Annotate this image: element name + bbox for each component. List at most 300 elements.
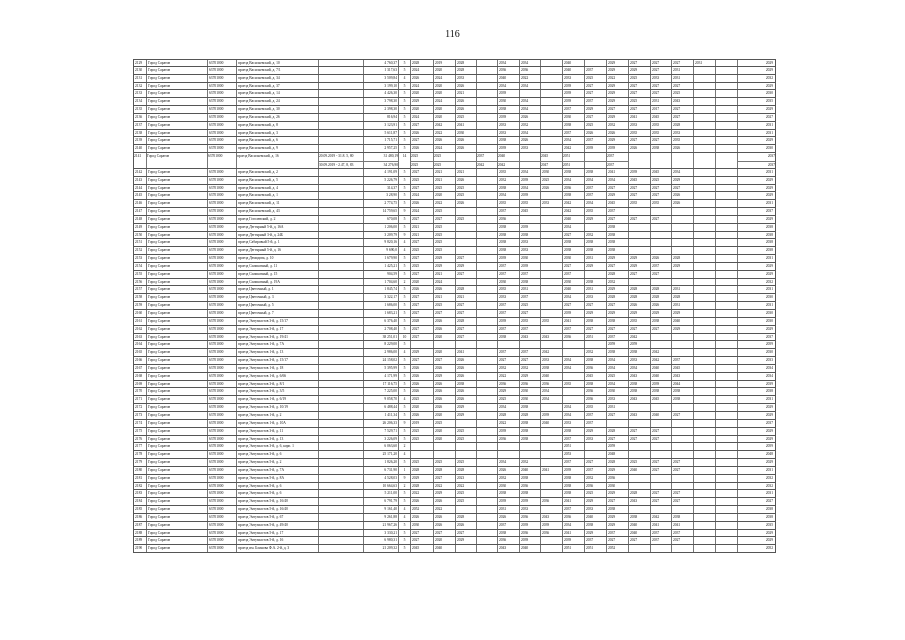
cell-y7 bbox=[540, 137, 562, 144]
cell-oktmo: 63701000 bbox=[207, 106, 236, 113]
cell-y11: 2042 bbox=[628, 334, 650, 341]
cell-city: Город Саратов bbox=[146, 60, 207, 66]
cell-addr: проезд Васильевский, д. 10 bbox=[236, 60, 318, 66]
cell-y10: 2029 bbox=[606, 192, 628, 199]
cell-y14 bbox=[693, 310, 715, 317]
cell-y12: 2037 bbox=[650, 537, 671, 544]
cell-line: 2025 bbox=[411, 154, 419, 159]
cell-y8: 2036 bbox=[562, 185, 584, 192]
cell-y10: 2031 bbox=[606, 404, 628, 411]
cell-y11: 2043 bbox=[628, 498, 650, 505]
cell-y4 bbox=[476, 60, 497, 66]
cell-y9: 2037 bbox=[584, 420, 606, 427]
cell-y1: 2025 bbox=[410, 459, 433, 466]
cell-fl: 4 bbox=[398, 349, 410, 356]
cell-y6: 2028 bbox=[519, 412, 540, 419]
cell-y2: 2021 bbox=[433, 271, 455, 278]
cell-dt bbox=[318, 122, 363, 129]
cell-y10: 2025 bbox=[606, 373, 628, 380]
cell-area: 1 425,21 bbox=[363, 263, 398, 270]
cell-y9: 2029 bbox=[584, 530, 606, 537]
cell-end: 2030 bbox=[737, 310, 776, 317]
cell-y7: 2041 bbox=[540, 467, 562, 474]
cell-end: 2029 bbox=[737, 459, 776, 466]
cell-y10: 2029 bbox=[606, 137, 628, 144]
cell-y2: 2029 bbox=[433, 373, 455, 380]
cell-y4 bbox=[476, 263, 497, 270]
cell-y10: 2029 bbox=[606, 83, 628, 90]
cell-fl: 5 bbox=[398, 373, 410, 380]
cell-y3: 2025 bbox=[455, 192, 476, 199]
cell-y10: 2037 bbox=[606, 530, 628, 537]
cell-line bbox=[585, 153, 606, 161]
cell-y15 bbox=[715, 279, 737, 286]
cell-dt bbox=[318, 365, 363, 372]
cell-y11: 2035 bbox=[628, 318, 650, 325]
cell-y6: 2036 bbox=[519, 514, 540, 521]
cell-y4 bbox=[476, 373, 497, 380]
cell-dt bbox=[318, 373, 363, 380]
cell-y1: 2029 bbox=[410, 349, 433, 356]
cell-y12: 2035 bbox=[650, 130, 671, 137]
cell-end: 2029 bbox=[737, 216, 776, 223]
cell-line bbox=[716, 153, 737, 161]
cell-y14 bbox=[693, 114, 715, 121]
cell-end: 2037 bbox=[737, 334, 776, 341]
cell-y1: 2024 bbox=[410, 208, 433, 215]
cell-fl: 5 bbox=[398, 114, 410, 121]
cell-y7 bbox=[540, 341, 562, 348]
cell-y1: 2026 bbox=[410, 130, 433, 137]
cell-y5: 2036 bbox=[497, 216, 519, 223]
cell-y5: 2032 bbox=[497, 475, 519, 482]
cell-y14 bbox=[693, 67, 715, 74]
cell-y15 bbox=[715, 60, 737, 66]
cell-y13: 2033 bbox=[671, 130, 693, 137]
cell-y3: 2028 bbox=[455, 318, 476, 325]
cell-dt bbox=[318, 310, 363, 317]
cell-y7 bbox=[540, 90, 562, 97]
cell-y10: 2027 bbox=[606, 216, 628, 223]
cell-y15 bbox=[715, 271, 737, 278]
cell-y2: 2020 bbox=[433, 90, 455, 97]
cell-area: 4 426,30 bbox=[363, 90, 398, 97]
cell-y8 bbox=[562, 341, 584, 348]
cell-y4 bbox=[476, 302, 497, 309]
cell-line: 2037 bbox=[767, 154, 775, 159]
cell-y10: 2039 bbox=[606, 145, 628, 152]
cell-area: 21 967,26 bbox=[363, 522, 398, 529]
cell-dt bbox=[318, 545, 363, 552]
cell-y12 bbox=[650, 420, 671, 427]
cell-y15 bbox=[715, 420, 737, 427]
cell-y15 bbox=[715, 436, 737, 443]
cell-y14 bbox=[693, 451, 715, 458]
cell-end: 2029 bbox=[737, 530, 776, 537]
cell-city: Город Саратов bbox=[146, 341, 207, 348]
cell-y1: 2027 bbox=[410, 216, 433, 223]
cell-y4 bbox=[476, 451, 497, 458]
cell-fl: 10 bbox=[398, 334, 410, 341]
cell-y14 bbox=[693, 537, 715, 544]
cell-y10: 2059 bbox=[606, 341, 628, 348]
cell-y6: 2045 bbox=[519, 208, 540, 215]
cell-y13: 2028 bbox=[671, 294, 693, 301]
cell-y1: 2026 bbox=[410, 200, 433, 207]
cell-y8: 2037 bbox=[562, 130, 584, 137]
cell-y11: 2025 bbox=[628, 75, 650, 82]
cell-y10: 2030 bbox=[606, 483, 628, 490]
cell-addr: проезд Цветочный, д. 3 bbox=[236, 294, 318, 301]
cell-y8: 2041 bbox=[562, 530, 584, 537]
cell-n: 2184 bbox=[133, 498, 146, 505]
cell-y12: 2028 bbox=[650, 286, 671, 293]
cell-y7 bbox=[540, 451, 562, 458]
cell-dt bbox=[318, 255, 363, 262]
cell-y3: 2028 bbox=[455, 286, 476, 293]
cell-dt bbox=[318, 436, 363, 443]
cell-city: Город Саратов bbox=[146, 443, 207, 450]
cell-y8: 2053 bbox=[562, 451, 584, 458]
cell-area: 24 158,02 bbox=[363, 357, 398, 364]
cell-y7 bbox=[540, 232, 562, 239]
cell-y13: 2029 bbox=[671, 177, 693, 184]
cell-n: 2130 bbox=[133, 67, 146, 74]
cell-y15 bbox=[715, 302, 737, 309]
cell-y8: 2037 bbox=[562, 436, 584, 443]
cell-dt bbox=[318, 404, 363, 411]
cell-y12: 2017 bbox=[650, 106, 671, 113]
cell-oktmo: 63701000 bbox=[207, 255, 236, 262]
cell-y1: 2027 bbox=[410, 255, 433, 262]
cell-line: 2042 bbox=[498, 161, 519, 168]
cell-y7: 2036 bbox=[540, 530, 562, 537]
cell-dt bbox=[318, 341, 363, 348]
cell-y7 bbox=[540, 98, 562, 105]
cell-fl: 5 bbox=[398, 169, 410, 176]
cell-area: 2 986,00 bbox=[363, 349, 398, 356]
cell-oktmo: 63701000 bbox=[207, 247, 236, 254]
cell-y14 bbox=[693, 137, 715, 144]
cell-oktmo: 63701000 bbox=[207, 514, 236, 521]
cell-fl: 5 bbox=[398, 224, 410, 231]
cell-y3: 2026 bbox=[455, 365, 476, 372]
cell-city: Город Саратов bbox=[146, 75, 207, 82]
table-row bbox=[133, 490, 776, 498]
cell-y7: 2038 bbox=[540, 365, 562, 372]
cell-area: 1 317,63 bbox=[363, 67, 398, 74]
cell-end: 2030 bbox=[737, 145, 776, 152]
cell-city: Город Саратов bbox=[146, 145, 207, 152]
cell-y8: 2040 bbox=[562, 60, 584, 66]
cell-y6: 2032 bbox=[519, 459, 540, 466]
cell-n: 2149 bbox=[133, 224, 146, 231]
cell-oktmo: 63701000 bbox=[207, 130, 236, 137]
cell-y8: 2033 bbox=[562, 75, 584, 82]
cell-addr: проезд Васильевский, д. 34 bbox=[236, 75, 318, 82]
cell-city: Город Саратов bbox=[146, 106, 207, 113]
cell-y14 bbox=[693, 122, 715, 129]
cell-addr: проезд Дегтярный 5-й, д. 16А bbox=[236, 224, 318, 231]
cell-y9: 2037 bbox=[584, 137, 606, 144]
table-row bbox=[133, 404, 776, 412]
cell-y6: 2036 bbox=[519, 381, 540, 388]
cell-city: Город Саратов bbox=[146, 530, 207, 537]
cell-y1: 2030 bbox=[410, 522, 433, 529]
table-row bbox=[133, 294, 776, 302]
cell-oktmo: 63701000 bbox=[207, 506, 236, 513]
cell-y1: 2028 bbox=[410, 467, 433, 474]
cell-y15 bbox=[715, 451, 737, 458]
cell-y12: 2038 bbox=[650, 388, 671, 395]
cell-y2: 2025 bbox=[433, 459, 455, 466]
cell-y12: 2035 bbox=[650, 122, 671, 129]
cell-n: 2161 bbox=[133, 318, 146, 325]
cell-y9: 2051 bbox=[584, 545, 606, 552]
cell-y10: 2028 bbox=[606, 459, 628, 466]
cell-y2: 2025 bbox=[433, 224, 455, 231]
cell-y6: 2039 bbox=[519, 177, 540, 184]
cell-y2: 2027 bbox=[433, 310, 455, 317]
cell-y13: 2037 bbox=[671, 357, 693, 364]
cell-n: 2165 bbox=[133, 349, 146, 356]
cell-y4 bbox=[476, 200, 497, 207]
cell-oktmo: 63701000 bbox=[207, 263, 236, 270]
cell-y15 bbox=[715, 106, 737, 113]
cell-y4 bbox=[476, 349, 497, 356]
cell-y4 bbox=[476, 75, 497, 82]
cell-y3: 2023 bbox=[455, 475, 476, 482]
table-row bbox=[133, 310, 776, 318]
cell-y4 bbox=[476, 428, 497, 435]
cell-city: Город Саратов bbox=[146, 537, 207, 544]
cell-y2: 2040 bbox=[433, 545, 455, 552]
cell-y1: 2025 bbox=[410, 396, 433, 403]
cell-y14 bbox=[693, 106, 715, 113]
cell-y15 bbox=[715, 83, 737, 90]
cell-y3: 2029 bbox=[455, 263, 476, 270]
cell-y10: 2034 bbox=[606, 381, 628, 388]
cell-y9: 2037 bbox=[584, 412, 606, 419]
cell-y14 bbox=[693, 90, 715, 97]
cell-y8: 2040 bbox=[562, 216, 584, 223]
cell-area: 6 791,79 bbox=[363, 498, 398, 505]
table-row bbox=[133, 286, 776, 294]
cell-addr: проезд Энтузиастов 3-й, д. 11 bbox=[236, 428, 318, 435]
cell-y15 bbox=[715, 200, 737, 207]
cell-n: 2134 bbox=[133, 98, 146, 105]
cell-y5: 2030 bbox=[497, 98, 519, 105]
cell-y10: 2027 bbox=[606, 412, 628, 419]
cell-dt bbox=[318, 498, 363, 505]
cell-end: 2029 bbox=[737, 192, 776, 199]
cell-y9 bbox=[584, 451, 606, 458]
cell-fl: 5 bbox=[398, 326, 410, 333]
cell-y15 bbox=[715, 396, 737, 403]
cell-y11: 2038 bbox=[628, 381, 650, 388]
cell-dt bbox=[318, 279, 363, 286]
cell-y1: 2024 bbox=[410, 67, 433, 74]
cell-y8: 2041 bbox=[562, 318, 584, 325]
cell-y12: 2040 bbox=[650, 365, 671, 372]
cell-y13 bbox=[671, 420, 693, 427]
cell-y13 bbox=[671, 428, 693, 435]
cell-line bbox=[520, 153, 540, 161]
cell-y1: 2024 bbox=[410, 192, 433, 199]
cell-y4 bbox=[476, 208, 497, 215]
cell-addr: проезд Энтузиастов 3-й, д. 15/17 bbox=[236, 318, 318, 325]
cell-area: 9 690,0 bbox=[363, 247, 398, 254]
cell-y14 bbox=[693, 255, 715, 262]
cell-y12 bbox=[650, 153, 671, 168]
cell-y2: 2020 bbox=[433, 67, 455, 74]
cell-dt bbox=[318, 106, 363, 113]
cell-y12: 2037 bbox=[650, 530, 671, 537]
cell-city: Город Саратов bbox=[146, 420, 207, 427]
cell-y15 bbox=[715, 310, 737, 317]
cell-area: 5 211,00 bbox=[363, 490, 398, 497]
cell-y3: 2027 bbox=[455, 310, 476, 317]
cell-city: Город Саратов bbox=[146, 302, 207, 309]
cell-addr: проезд Силикатный, д. 19А bbox=[236, 279, 318, 286]
cell-y11: 2027 bbox=[628, 90, 650, 97]
cell-area: 17 116,75 bbox=[363, 381, 398, 388]
cell-y2 bbox=[433, 153, 455, 168]
cell-y9: 2025 bbox=[584, 122, 606, 129]
cell-oktmo: 63701000 bbox=[207, 224, 236, 231]
cell-y9: 2032 bbox=[584, 475, 606, 482]
cell-n: 2174 bbox=[133, 420, 146, 427]
cell-oktmo: 63701000 bbox=[207, 271, 236, 278]
table-row bbox=[133, 75, 776, 83]
cell-y10: 2028 bbox=[606, 294, 628, 301]
cell-y2: 2021 bbox=[433, 294, 455, 301]
cell-y6: 2034 bbox=[519, 98, 540, 105]
cell-y6: 2031 bbox=[519, 286, 540, 293]
cell-fl: 5 bbox=[398, 436, 410, 443]
cell-y9: 2038 bbox=[584, 381, 606, 388]
cell-y1: 2026 bbox=[410, 498, 433, 505]
table-row bbox=[133, 239, 776, 247]
cell-y12 bbox=[650, 451, 671, 458]
cell-end: 2027 bbox=[737, 114, 776, 121]
cell-fl: 4 bbox=[398, 239, 410, 246]
cell-y13: 2027 bbox=[671, 537, 693, 544]
cell-y1: 2027 bbox=[410, 357, 433, 364]
cell-fl bbox=[398, 153, 410, 168]
cell-area: 4 191,09 bbox=[363, 169, 398, 176]
cell-y10: 2032 bbox=[606, 279, 628, 286]
cell-city: Город Саратов bbox=[146, 357, 207, 364]
cell-y8: 2034 bbox=[562, 137, 584, 144]
cell-y2: 2022 bbox=[433, 130, 455, 137]
cell-y15 bbox=[715, 498, 737, 505]
cell-dt bbox=[318, 177, 363, 184]
cell-oktmo: 63701000 bbox=[207, 318, 236, 325]
cell-y1: 2028 bbox=[410, 60, 433, 66]
cell-n: 2132 bbox=[133, 83, 146, 90]
cell-dt bbox=[318, 153, 363, 168]
cell-fl: 5 bbox=[398, 185, 410, 192]
cell-y8: 2038 bbox=[562, 490, 584, 497]
cell-y8: 2027 bbox=[562, 263, 584, 270]
cell-y12: 2040 bbox=[650, 373, 671, 380]
cell-y1: 2026 bbox=[410, 373, 433, 380]
cell-y3: 2026 bbox=[455, 200, 476, 207]
cell-y11 bbox=[628, 451, 650, 458]
cell-area: 904,59 bbox=[363, 271, 398, 278]
cell-y11: 2027 bbox=[628, 106, 650, 113]
cell-y10: 2034 bbox=[606, 357, 628, 364]
cell-y3 bbox=[455, 443, 476, 450]
cell-y5: 2038 bbox=[497, 224, 519, 231]
cell-y8: 2038 bbox=[562, 169, 584, 176]
cell-area: 1 715,71 bbox=[363, 137, 398, 144]
cell-y11: 2035 bbox=[628, 130, 650, 137]
cell-y12: 2040 bbox=[650, 412, 671, 419]
table-row bbox=[133, 365, 776, 373]
cell-city: Город Саратов bbox=[146, 545, 207, 552]
cell-y6: 2039 bbox=[519, 537, 540, 544]
cell-oktmo: 63701000 bbox=[207, 490, 236, 497]
cell-y7 bbox=[540, 145, 562, 152]
cell-y5: 2038 bbox=[497, 137, 519, 144]
cell-y12: 2027 bbox=[650, 459, 671, 466]
cell-y6: 2030 bbox=[519, 388, 540, 395]
cell-y10: 2022 bbox=[606, 75, 628, 82]
cell-y3: 2026 bbox=[455, 396, 476, 403]
cell-y9: 2027 bbox=[584, 114, 606, 121]
cell-y8: 2036 bbox=[562, 334, 584, 341]
cell-y8: 2039 bbox=[562, 537, 584, 544]
cell-y4 bbox=[476, 334, 497, 341]
cell-oktmo: 63701000 bbox=[207, 122, 236, 129]
cell-n: 2154 bbox=[133, 263, 146, 270]
cell-y7 bbox=[540, 114, 562, 121]
cell-y2: 2020 bbox=[433, 114, 455, 121]
cell-y15 bbox=[715, 122, 737, 129]
cell-city: Город Саратов bbox=[146, 326, 207, 333]
cell-y1: 2026 bbox=[410, 145, 433, 152]
cell-line bbox=[520, 161, 540, 168]
cell-y6 bbox=[519, 451, 540, 458]
cell-y3: 2027 bbox=[455, 302, 476, 309]
cell-addr: проезд Энтузиастов 5-й, д. 67 bbox=[236, 514, 318, 521]
cell-addr: проезд им. Блинова Ф.А. 2-й, д. 3 bbox=[236, 545, 318, 552]
table-row bbox=[133, 357, 776, 365]
cell-n: 2159 bbox=[133, 302, 146, 309]
cell-y4 bbox=[476, 153, 497, 168]
cell-y14 bbox=[693, 428, 715, 435]
cell-line: 20.09.2019 - 31.8. 5, 80 bbox=[319, 154, 354, 159]
cell-area: 8 229,00 bbox=[363, 341, 398, 348]
cell-addr: проезд Дегтярный 3-й, д. 24Б bbox=[236, 232, 318, 239]
cell-y14 bbox=[693, 326, 715, 333]
cell-fl: 5 bbox=[398, 357, 410, 364]
cell-y11: 2038 bbox=[628, 349, 650, 356]
cell-oktmo: 63701000 bbox=[207, 200, 236, 207]
cell-y13 bbox=[671, 216, 693, 223]
cell-area: 6 731,90 bbox=[363, 467, 398, 474]
cell-y15 bbox=[715, 75, 737, 82]
cell-y3 bbox=[455, 341, 476, 348]
cell-y1: 2026 bbox=[410, 388, 433, 395]
cell-y3: 2025 bbox=[455, 428, 476, 435]
cell-y5: 2037 bbox=[497, 522, 519, 529]
cell-end: 2029 bbox=[737, 428, 776, 435]
cell-y6: 2037 bbox=[519, 326, 540, 333]
cell-y14 bbox=[693, 498, 715, 505]
